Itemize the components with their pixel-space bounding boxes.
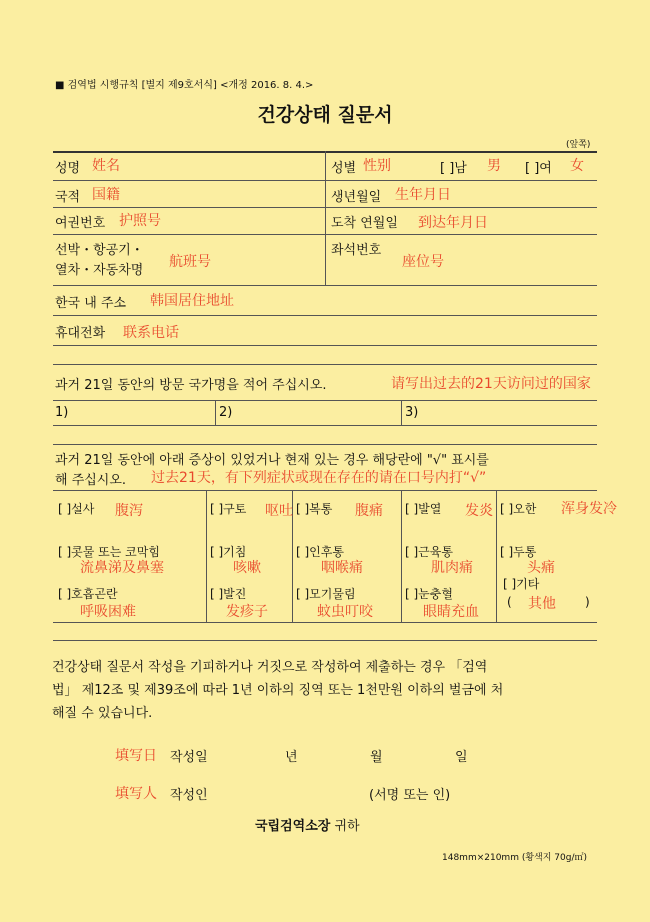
vehicle-label-line2: 열차・자동차명 bbox=[55, 263, 144, 278]
year-label: 년 bbox=[285, 750, 298, 765]
warning-line-2: 법」 제12조 및 제39조에 따라 1년 이하의 징역 또는 1천만원 이하의 벌금에 처 bbox=[52, 683, 504, 698]
symptom-fever-checkbox[interactable]: [ ]발열 bbox=[405, 502, 442, 516]
symptom-cough-checkbox[interactable]: [ ]기침 bbox=[210, 545, 247, 559]
row-divider bbox=[53, 345, 597, 346]
symptom-muscle-pain-checkbox[interactable]: [ ]근육통 bbox=[405, 545, 453, 559]
name-label: 성명 bbox=[55, 161, 81, 176]
row-divider bbox=[53, 315, 597, 316]
addressee bbox=[255, 815, 360, 834]
sex-label: 성별 bbox=[331, 161, 357, 176]
seat-number-label-zh: 座位号 bbox=[402, 254, 444, 270]
paper-spec-footer: 148mm×210mm (황색지 70g/㎡) bbox=[442, 853, 587, 863]
seat-number-label: 좌석번호 bbox=[331, 243, 382, 258]
passport-label-zh: 护照号 bbox=[119, 213, 161, 229]
symptoms-question-line1: 과거 21일 동안에 아래 증상이 있었거나 현재 있는 경우 해당란에 "√" 표시를 bbox=[55, 453, 489, 468]
signature-note: (서명 또는 인) bbox=[369, 788, 451, 803]
symptom-rash-zh: 发疹子 bbox=[226, 604, 268, 620]
row-divider bbox=[53, 622, 597, 623]
symptom-chills-checkbox[interactable]: [ ]오한 bbox=[500, 502, 537, 516]
day-label: 일 bbox=[455, 750, 468, 765]
row-divider bbox=[53, 490, 597, 491]
column-divider bbox=[325, 151, 326, 285]
addressee-name: 국립검역소장 bbox=[255, 819, 331, 834]
column-divider bbox=[401, 400, 402, 425]
warning-line-1: 건강상태 질문서 작성을 기피하거나 거짓으로 작성하여 제출하는 경우 「검역 bbox=[52, 660, 488, 675]
symptom-other-zh: 其他 bbox=[528, 596, 556, 612]
row-divider bbox=[53, 444, 597, 445]
symptom-mosquito-bite-zh: 蚊虫叮咬 bbox=[317, 604, 373, 620]
symptom-breathing-difficulty-checkbox[interactable]: [ ]호흡곤란 bbox=[58, 587, 118, 601]
symptom-abdominal-pain-zh: 腹痛 bbox=[355, 503, 383, 519]
symptom-diarrhea-zh: 腹泻 bbox=[115, 503, 143, 519]
symptom-mosquito-bite-checkbox[interactable]: [ ]모기물림 bbox=[296, 587, 356, 601]
symptom-other-open-paren: ( bbox=[507, 595, 512, 609]
symptom-abdominal-pain-checkbox[interactable]: [ ]복통 bbox=[296, 502, 333, 516]
country-slot-2[interactable]: 2) bbox=[219, 405, 233, 420]
nationality-label: 국적 bbox=[55, 190, 81, 205]
symptoms-question-zh: 过去21天，有下列症状或现在存在的请在口号内打“√” bbox=[151, 470, 487, 486]
column-divider bbox=[496, 490, 497, 622]
symptom-fever-zh: 发炎 bbox=[465, 503, 493, 519]
symptom-other-checkbox[interactable]: [ ]기타 bbox=[503, 577, 540, 591]
symptom-headache-checkbox[interactable]: [ ]두통 bbox=[500, 545, 537, 559]
symptom-sore-throat-checkbox[interactable]: [ ]인후통 bbox=[296, 545, 344, 559]
symptom-rash-checkbox[interactable]: [ ]발진 bbox=[210, 587, 247, 601]
address-label: 한국 내 주소 bbox=[55, 296, 127, 311]
address-label-zh: 韩国居住地址 bbox=[150, 293, 234, 309]
addressee-suffix: 귀하 bbox=[334, 819, 360, 834]
vehicle-label-zh: 航班号 bbox=[169, 254, 211, 270]
column-divider bbox=[206, 490, 207, 622]
phone-label: 휴대전화 bbox=[55, 326, 106, 341]
male-checkbox[interactable]: [ ]남 bbox=[440, 161, 467, 176]
symptom-other-close-paren: ) bbox=[585, 595, 590, 609]
column-divider bbox=[215, 400, 216, 425]
symptom-headache-zh: 头痛 bbox=[527, 560, 555, 576]
date-label-zh: 填写日 bbox=[115, 748, 157, 764]
birth-date-label: 생년월일 bbox=[331, 190, 382, 205]
date-label: 작성일 bbox=[170, 750, 208, 765]
symptom-runny-nose-checkbox[interactable]: [ ]콧물 또는 코막힘 bbox=[58, 545, 160, 559]
name-label-zh: 姓名 bbox=[92, 158, 120, 174]
arrival-date-label-zh: 到达年月日 bbox=[418, 215, 488, 231]
row-divider bbox=[53, 364, 597, 365]
countries-question: 과거 21일 동안의 방문 국가명을 적어 주십시오. bbox=[55, 378, 327, 393]
row-divider bbox=[53, 425, 597, 426]
symptom-diarrhea-checkbox[interactable]: [ ]설사 bbox=[58, 502, 95, 516]
country-slot-3[interactable]: 3) bbox=[405, 405, 419, 420]
female-label-zh: 女 bbox=[570, 158, 584, 174]
country-slot-1[interactable]: 1) bbox=[55, 405, 69, 420]
symptom-muscle-pain-zh: 肌肉痛 bbox=[431, 560, 473, 576]
symptom-red-eyes-checkbox[interactable]: [ ]눈충혈 bbox=[405, 587, 453, 601]
countries-question-zh: 请写出过去的21天访问过的国家 bbox=[391, 376, 591, 392]
vehicle-label-line1: 선박・항공기・ bbox=[55, 243, 144, 258]
symptom-vomiting-checkbox[interactable]: [ ]구토 bbox=[210, 502, 247, 516]
symptom-runny-nose-zh: 流鼻涕及鼻塞 bbox=[80, 560, 164, 576]
front-side-label: (앞쪽) bbox=[566, 140, 591, 150]
symptom-sore-throat-zh: 咽喉痛 bbox=[321, 560, 363, 576]
form-legal-note: ■ 검역법 시행규칙 [별지 제9호서식] <개정 2016. 8. 4.> bbox=[55, 80, 314, 91]
writer-label: 작성인 bbox=[170, 788, 208, 803]
page-title: 건강상태 질문서 bbox=[257, 104, 393, 126]
warning-line-3: 해질 수 있습니다. bbox=[52, 706, 153, 721]
symptoms-question-line2: 해 주십시오. bbox=[55, 473, 127, 488]
male-label-zh: 男 bbox=[487, 158, 501, 174]
writer-label-zh: 填写人 bbox=[115, 786, 157, 802]
symptom-cough-zh: 咳嗽 bbox=[233, 560, 261, 576]
symptom-chills-zh: 浑身发冷 bbox=[561, 501, 617, 517]
phone-label-zh: 联系电话 bbox=[123, 325, 179, 341]
row-divider bbox=[53, 400, 597, 401]
table-bottom-border bbox=[53, 640, 597, 641]
symptom-breathing-difficulty-zh: 呼吸困难 bbox=[80, 604, 136, 620]
arrival-date-label: 도착 연월일 bbox=[331, 216, 398, 231]
column-divider bbox=[401, 490, 402, 622]
female-checkbox[interactable]: [ ]여 bbox=[525, 161, 552, 176]
symptom-red-eyes-zh: 眼睛充血 bbox=[423, 604, 479, 620]
row-divider bbox=[53, 285, 597, 286]
sex-label-zh: 性别 bbox=[363, 158, 391, 174]
symptom-vomiting-zh: 呕吐 bbox=[265, 503, 293, 519]
month-label: 월 bbox=[370, 750, 383, 765]
passport-label: 여권번호 bbox=[55, 216, 106, 231]
birth-date-label-zh: 生年月日 bbox=[395, 187, 451, 203]
nationality-label-zh: 国籍 bbox=[92, 187, 120, 203]
